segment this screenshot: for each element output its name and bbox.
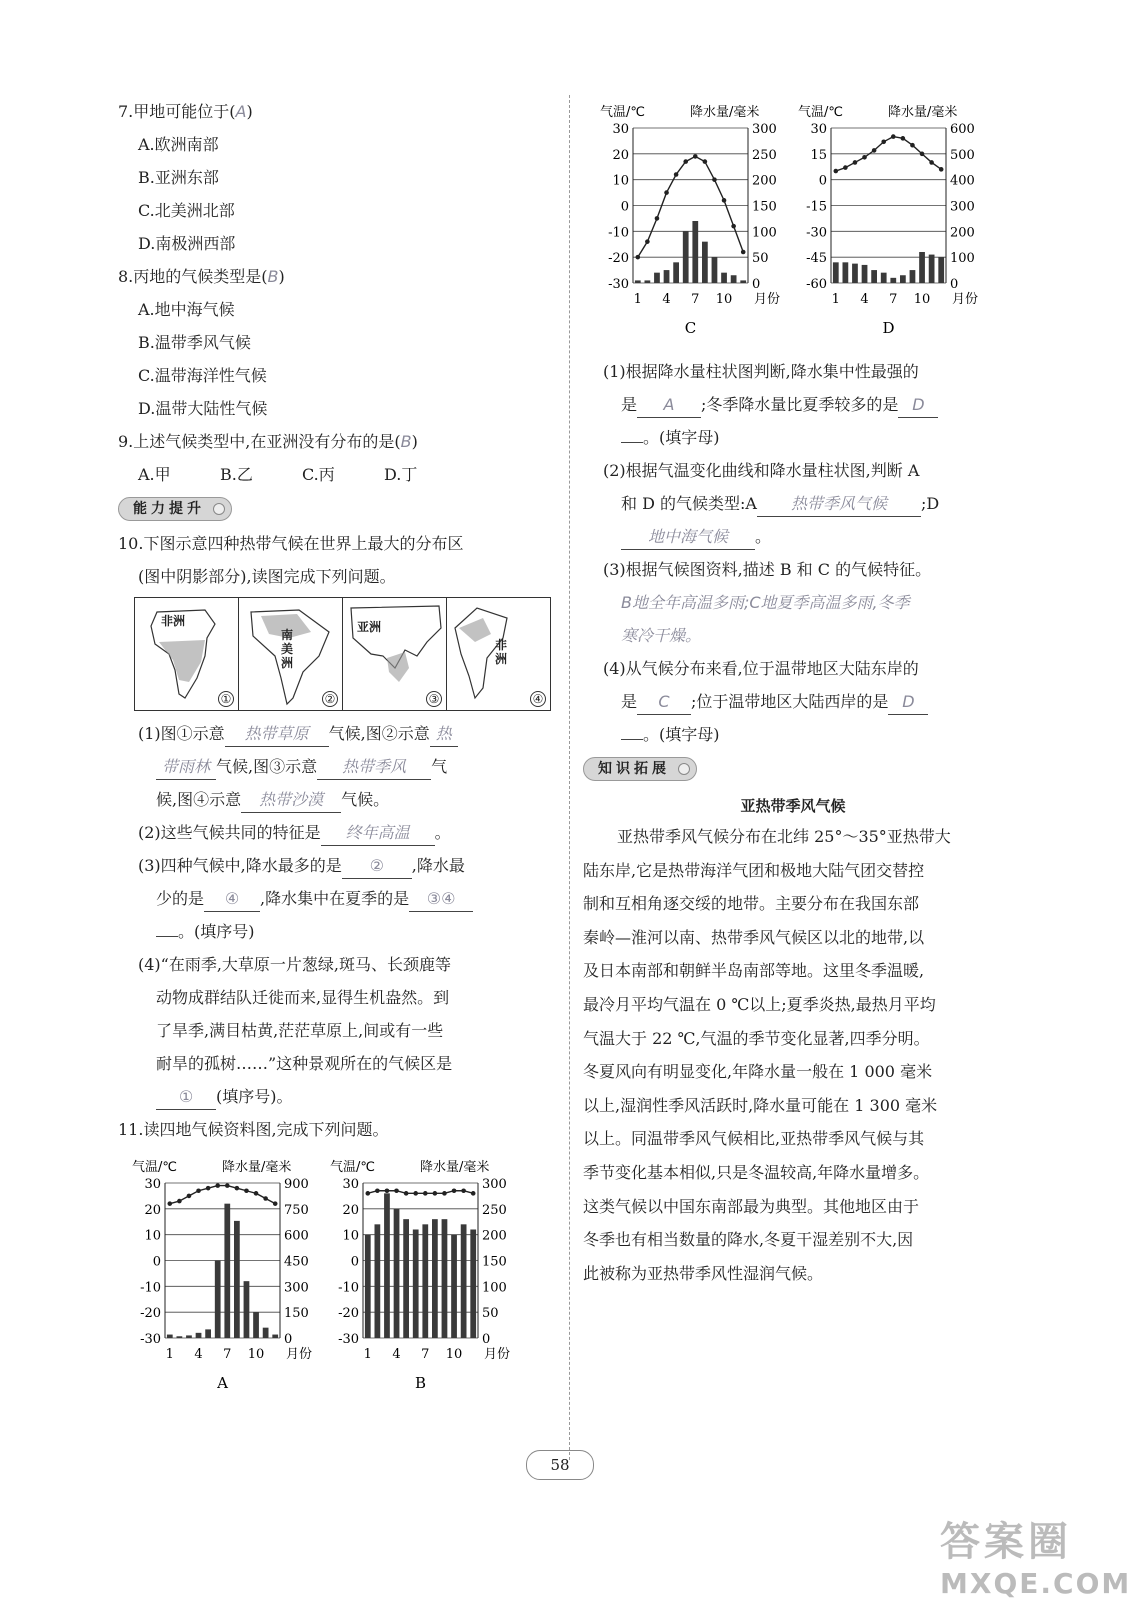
- precip-bar: [871, 270, 877, 283]
- precip-bar: [645, 280, 651, 283]
- article-line: 冬夏风向有明显变化,年降水量一般在 1 000 毫米: [583, 1062, 933, 1082]
- map-4-number: ④: [530, 691, 546, 707]
- sub3-line1: (3)根据气候图资料,描述 B 和 C 的气候特征。: [603, 560, 932, 579]
- precip-bar: [394, 1209, 400, 1338]
- article-line: 气温大于 22 ℃,气温的季节变化显著,四季分明。: [583, 1028, 930, 1048]
- month-tick-label: 4: [392, 1347, 401, 1362]
- q10-part3-line3: 。(填序号): [118, 915, 558, 948]
- sub4-line2: 是 C ;位于温带地区大陆西岸的是 D: [583, 685, 1003, 718]
- article-line: 这类气候以中国东南部最为典型。其他地区由于: [583, 1196, 920, 1216]
- month-unit-label: 月份: [484, 1347, 511, 1362]
- q10-part1-line1: (1)图①示意 热带草原 气候,图②示意 热: [118, 717, 558, 750]
- month-tick-label: 4: [662, 292, 671, 307]
- q10-part1-line2: 带雨林 气候,图③示意 热带季风 气: [118, 750, 558, 783]
- sub2-line3: 地中海气候 。: [583, 520, 1003, 553]
- temp-point: [365, 1191, 370, 1196]
- temp-point: [215, 1183, 220, 1188]
- temp-curve: [170, 1186, 275, 1204]
- article-line: 季节变化基本相似,只是冬温较高,年降水量增多。: [583, 1162, 930, 1182]
- knowledge-badge: 知识拓展: [583, 751, 1003, 787]
- precip-bar: [196, 1333, 202, 1338]
- precip-bar: [910, 270, 916, 283]
- temp-point: [375, 1188, 380, 1193]
- temp-tick-label: -30: [806, 225, 827, 241]
- map-3: [343, 598, 447, 710]
- precip-bar: [384, 1193, 390, 1338]
- precip-bar: [186, 1335, 192, 1338]
- q9-option-c: C.丙: [302, 465, 335, 484]
- precip-bar: [683, 231, 689, 283]
- chart-caption: C: [684, 319, 697, 337]
- precip-tick-label: 600: [950, 122, 975, 137]
- temp-point: [703, 159, 708, 164]
- q9-option-b: B.乙: [220, 465, 253, 484]
- article-line: 此被称为亚热带季风性湿润气候。: [583, 1263, 824, 1283]
- sub1-line3: 。(填字母): [583, 421, 1003, 454]
- q7-stem: 7.甲地可能位于(A): [118, 102, 253, 121]
- precip-tick-label: 250: [482, 1202, 507, 1218]
- temp-point: [225, 1183, 230, 1188]
- article-line: 制和互相角逐交绥的地带。主要分布在我国东部: [583, 894, 920, 914]
- month-unit-label: 月份: [754, 292, 781, 307]
- precip-tick-label: 250: [752, 147, 777, 163]
- map-4: [447, 598, 550, 710]
- q10-stem-1: 10.下图示意四种热带气候在世界上最大的分布区: [118, 534, 464, 553]
- precip-tick-label: 600: [284, 1228, 309, 1244]
- temp-tick-label: 0: [152, 1254, 161, 1270]
- precip-bar: [900, 275, 906, 283]
- precip-tick-label: 0: [950, 277, 959, 292]
- precip-tick-label: 0: [284, 1332, 293, 1347]
- precip-bar: [721, 273, 727, 283]
- temp-tick-label: -15: [806, 199, 827, 215]
- precip-bar: [403, 1219, 409, 1338]
- temp-point: [683, 159, 688, 164]
- precip-bar: [442, 1219, 448, 1338]
- precip-bar: [881, 273, 887, 283]
- precip-tick-label: 200: [752, 173, 777, 189]
- q9-option-d: D.丁: [384, 465, 418, 484]
- temp-tick-label: 20: [144, 1202, 161, 1218]
- q10-stem-2: (图中阴影部分),读图完成下列问题。: [138, 567, 396, 586]
- temp-point: [929, 160, 934, 165]
- temp-curve: [368, 1191, 473, 1194]
- right-column: [583, 355, 1003, 1290]
- precip-bar: [890, 278, 896, 283]
- precip-bar: [365, 1235, 371, 1338]
- q7-option-a: A.欧洲南部: [138, 135, 219, 154]
- precip-tick-label: 400: [950, 173, 975, 189]
- precip-bar: [244, 1281, 250, 1338]
- month-tick-label: 1: [831, 292, 840, 307]
- precip-tick-label: 300: [752, 122, 777, 137]
- climate-maps: [134, 597, 551, 711]
- temp-point: [235, 1186, 240, 1191]
- temp-point: [167, 1201, 172, 1206]
- precip-bar: [862, 265, 868, 283]
- temp-tick-label: 10: [144, 1228, 161, 1244]
- precip-bar: [422, 1224, 428, 1338]
- temp-point: [910, 143, 915, 148]
- precip-bar: [843, 262, 849, 283]
- precip-bar: [177, 1336, 183, 1338]
- month-tick-label: 7: [691, 292, 700, 307]
- month-tick-label: 4: [194, 1347, 203, 1362]
- column-divider: [569, 95, 570, 1460]
- temp-axis-title: 气温/℃: [600, 105, 645, 120]
- precip-bar: [253, 1312, 259, 1338]
- temp-axis-title: 气温/℃: [132, 1160, 177, 1175]
- precip-axis-title: 降水量/毫米: [420, 1160, 490, 1175]
- month-tick-label: 1: [633, 292, 642, 307]
- q10-part2: (2)这些气候共同的特征是 终年高温 。: [118, 816, 558, 849]
- precip-axis-title: 降水量/毫米: [690, 105, 760, 120]
- precip-axis-title: 降水量/毫米: [222, 1160, 292, 1175]
- temp-tick-label: -30: [140, 1332, 161, 1347]
- temp-tick-label: 10: [612, 173, 629, 189]
- page-number: 58: [526, 1450, 594, 1480]
- month-unit-label: 月份: [952, 292, 979, 307]
- precip-tick-label: 450: [284, 1254, 309, 1270]
- q9-option-a: A.甲: [138, 465, 171, 484]
- precip-bar: [702, 242, 708, 283]
- q8-option-c: C.温带海洋性气候: [138, 366, 267, 385]
- temp-point: [177, 1199, 182, 1204]
- precip-bar: [740, 280, 746, 283]
- sub4-line3: 。(填字母): [583, 718, 1003, 751]
- precip-bar: [470, 1230, 476, 1339]
- left-column: [118, 95, 558, 1146]
- q8-stem: 8.丙地的气候类型是(B): [118, 267, 285, 286]
- article-title: 亚热带季风气候: [740, 797, 846, 815]
- precip-bar: [451, 1235, 457, 1338]
- q8-option-b: B.温带季风气候: [138, 333, 251, 352]
- temp-tick-label: -30: [608, 277, 629, 292]
- climate-chart-a: [130, 1155, 320, 1399]
- temp-axis-title: 气温/℃: [798, 105, 843, 120]
- month-tick-label: 10: [247, 1347, 265, 1362]
- article-line: 以上,湿润性季风活跃时,降水量可能在 1 300 毫米: [583, 1095, 938, 1115]
- temp-point: [433, 1191, 438, 1196]
- q7-option-b: B.亚洲东部: [138, 168, 219, 187]
- sub3-answer-2: 寒冷干燥。: [621, 626, 702, 645]
- precip-bar: [263, 1328, 269, 1338]
- temp-point: [385, 1188, 390, 1193]
- q10-part4-line2: 动物成群结队迁徙而来,显得生机盎然。到: [156, 988, 450, 1007]
- article-line: 最冷月平均气温在 0 ℃以上;夏季炎热,最热月平均: [583, 994, 936, 1014]
- temp-tick-label: -60: [806, 277, 827, 292]
- temp-point: [461, 1188, 466, 1193]
- temp-point: [853, 160, 858, 165]
- climate-chart-b: [328, 1155, 518, 1399]
- sub4-line1: (4)从气候分布来看,位于温带地区大陆东岸的: [603, 659, 919, 678]
- temp-point: [404, 1191, 409, 1196]
- map-3-number: ③: [426, 691, 442, 707]
- temp-point: [471, 1191, 476, 1196]
- precip-bar: [635, 280, 641, 283]
- temp-tick-label: 30: [810, 122, 827, 137]
- temp-tick-label: -30: [338, 1332, 359, 1347]
- climate-chart-svg: [598, 100, 788, 340]
- month-tick-label: 10: [445, 1347, 463, 1362]
- map-2-number: ②: [322, 691, 338, 707]
- q9-stem: 9.上述气候类型中,在亚洲没有分布的是(B): [118, 432, 418, 451]
- precip-bar: [673, 262, 679, 283]
- precip-bar: [432, 1219, 438, 1338]
- precip-bar: [731, 275, 737, 283]
- chart-caption: B: [414, 1374, 427, 1392]
- precip-tick-label: 300: [950, 199, 975, 215]
- q10-part3-line2: 少的是 ④ ,降水集中在夏季的是 ③④: [118, 882, 558, 915]
- article-line: 及日本南部和朝鲜半岛南部等地。这里冬季温暖,: [583, 961, 925, 981]
- temp-tick-label: -10: [140, 1280, 161, 1296]
- precip-bar: [205, 1329, 211, 1338]
- precip-tick-label: 100: [752, 225, 777, 241]
- q10-part1-line3: 候,图④示意 热带沙漠 气候。: [118, 783, 558, 816]
- article-line: 秦岭—淮河以南、热带季风气候区以北的地带,以: [583, 927, 925, 947]
- precip-axis-title: 降水量/毫米: [888, 105, 958, 120]
- temp-axis-title: 气温/℃: [330, 1160, 375, 1175]
- precip-bar: [833, 262, 839, 283]
- sub1-line1: (1)根据降水量柱状图判断,降水集中性最强的: [603, 362, 919, 381]
- temp-point: [645, 239, 650, 244]
- q7-option-c: C.北美洲北部: [138, 201, 235, 220]
- temp-point: [394, 1188, 399, 1193]
- precip-tick-label: 900: [284, 1177, 309, 1192]
- article-line: 冬季也有相当数量的降水,冬夏干湿差别不大,因: [583, 1230, 914, 1250]
- q8-option-d: D.温带大陆性气候: [138, 399, 268, 418]
- temp-point: [722, 198, 727, 203]
- temp-tick-label: 20: [612, 147, 629, 163]
- q9-options: [118, 458, 558, 491]
- precip-bar: [654, 273, 660, 283]
- precip-tick-label: 150: [482, 1254, 507, 1270]
- temp-tick-label: 0: [818, 173, 827, 189]
- temp-point: [872, 148, 877, 153]
- precip-bar: [664, 270, 670, 283]
- article-body: [583, 820, 1003, 1290]
- watermark-logo: 答案圈 MXQE.COM: [940, 1519, 1132, 1600]
- month-tick-label: 1: [165, 1347, 174, 1362]
- temp-tick-label: 30: [144, 1177, 161, 1192]
- month-tick-label: 7: [223, 1347, 232, 1362]
- temp-point: [674, 172, 679, 177]
- map-2: [239, 598, 343, 710]
- precip-bar: [272, 1335, 278, 1338]
- temp-point: [655, 216, 660, 221]
- article-line: 陆东岸,它是热带海洋气团和极地大陆气团交替控: [583, 860, 925, 880]
- temp-point: [731, 224, 736, 229]
- q10-part4-line3: 了旱季,满目枯黄,茫茫草原上,间或有一些: [156, 1021, 444, 1040]
- q10-part4-line4: 耐旱的孤树……”这种景观所在的气候区是: [156, 1054, 453, 1073]
- temp-tick-label: 30: [342, 1177, 359, 1192]
- precip-bar: [234, 1221, 240, 1338]
- temp-point: [263, 1196, 268, 1201]
- precip-tick-label: 150: [752, 199, 777, 215]
- temp-point: [901, 136, 906, 141]
- temp-curve: [638, 156, 743, 257]
- sub1-line2: 是 A ;冬季降水量比夏季较多的是 D: [583, 388, 1003, 421]
- precip-tick-label: 0: [482, 1332, 491, 1347]
- temp-tick-label: 0: [620, 199, 629, 215]
- temp-point: [833, 169, 838, 174]
- temp-point: [452, 1188, 457, 1193]
- map-1-number: ①: [218, 691, 234, 707]
- temp-point: [664, 190, 669, 195]
- temp-tick-label: -20: [140, 1306, 161, 1322]
- map-3-label: 亚洲: [357, 620, 382, 634]
- precip-bar: [413, 1230, 419, 1339]
- temp-point: [273, 1201, 278, 1206]
- temp-point: [187, 1194, 192, 1199]
- precip-tick-label: 200: [950, 225, 975, 241]
- temp-point: [423, 1191, 428, 1196]
- temp-tick-label: -10: [338, 1280, 359, 1296]
- temp-point: [712, 177, 717, 182]
- precip-bar: [375, 1224, 381, 1338]
- climate-chart-c: [598, 100, 788, 344]
- temp-point: [254, 1191, 259, 1196]
- q10-part4-line1: (4)“在雨季,大草原一片葱绿,斑马、长颈鹿等: [138, 955, 452, 974]
- map-2-label: 南美洲: [281, 628, 294, 670]
- sub3-answer-1: B地全年高温多雨;C地夏季高温多雨,冬季: [621, 593, 910, 612]
- month-tick-label: 7: [421, 1347, 430, 1362]
- precip-tick-label: 200: [482, 1228, 507, 1244]
- temp-tick-label: -10: [608, 225, 629, 241]
- temp-point: [206, 1186, 211, 1191]
- temp-point: [693, 154, 698, 159]
- temp-point: [891, 134, 896, 139]
- precip-tick-label: 100: [482, 1280, 507, 1296]
- precip-tick-label: 100: [950, 251, 975, 267]
- temp-tick-label: 10: [342, 1228, 359, 1244]
- precip-bar: [929, 255, 935, 283]
- map-1: [135, 598, 239, 710]
- ability-badge: 能力提升: [118, 491, 558, 527]
- temp-tick-label: -20: [608, 251, 629, 267]
- precip-bar: [215, 1261, 221, 1339]
- precip-tick-label: 500: [950, 147, 975, 163]
- q10-part3-line1: (3)四种气候中,降水最多的是 ② ,降水最: [118, 849, 558, 882]
- month-unit-label: 月份: [286, 1347, 313, 1362]
- temp-point: [635, 255, 640, 260]
- precip-tick-label: 50: [752, 251, 769, 267]
- precip-tick-label: 150: [284, 1306, 309, 1322]
- temp-point: [741, 250, 746, 255]
- month-tick-label: 1: [363, 1347, 372, 1362]
- temp-tick-label: -45: [806, 251, 827, 267]
- precip-bar: [224, 1204, 230, 1338]
- climate-chart-svg: [328, 1155, 518, 1395]
- precip-bar: [692, 221, 698, 283]
- map-4-label: 非洲: [495, 638, 508, 666]
- temp-point: [881, 139, 886, 144]
- precip-tick-label: 300: [482, 1177, 507, 1192]
- temp-point: [862, 155, 867, 160]
- sub2-line2: 和 D 的气候类型:A 热带季风气候 ;D: [583, 487, 1003, 520]
- q10-part4-line5: ① (填序号)。: [118, 1080, 558, 1113]
- climate-chart-svg: [130, 1155, 320, 1395]
- precip-tick-label: 300: [284, 1280, 309, 1296]
- month-tick-label: 4: [860, 292, 869, 307]
- temp-tick-label: 0: [350, 1254, 359, 1270]
- article-line: 以上。同温带季风气候相比,亚热带季风气候与其: [583, 1129, 925, 1149]
- month-tick-label: 10: [913, 292, 931, 307]
- temp-point: [939, 167, 944, 172]
- month-tick-label: 7: [889, 292, 898, 307]
- precip-bar: [712, 257, 718, 283]
- chart-caption: D: [882, 319, 895, 337]
- q7-option-d: D.南极洲西部: [138, 234, 236, 253]
- q8-option-a: A.地中海气候: [138, 300, 235, 319]
- month-tick-label: 10: [715, 292, 733, 307]
- temp-point: [442, 1191, 447, 1196]
- precip-tick-label: 750: [284, 1202, 309, 1218]
- precip-bar: [919, 252, 925, 283]
- map-1-label: 非洲: [161, 614, 186, 628]
- temp-tick-label: 15: [810, 147, 827, 163]
- sub2-line1: (2)根据气温变化曲线和降水量柱状图,判断 A: [603, 461, 920, 480]
- article-line: 亚热带季风气候分布在北纬 25°～35°亚热带大: [617, 827, 951, 846]
- precip-bar: [167, 1335, 173, 1338]
- temp-point: [843, 165, 848, 170]
- precip-bar: [852, 264, 858, 283]
- temp-tick-label: 30: [612, 122, 629, 137]
- temp-tick-label: 20: [342, 1202, 359, 1218]
- temp-point: [244, 1188, 249, 1193]
- temp-point: [413, 1191, 418, 1196]
- precip-bar: [461, 1224, 467, 1338]
- precip-bar: [938, 257, 944, 283]
- temp-point: [196, 1188, 201, 1193]
- climate-chart-d: [796, 100, 986, 344]
- temp-tick-label: -20: [338, 1306, 359, 1322]
- chart-caption: A: [217, 1374, 228, 1392]
- temp-point: [920, 152, 925, 157]
- precip-tick-label: 50: [482, 1306, 499, 1322]
- precip-tick-label: 0: [752, 277, 761, 292]
- q11-stem: 11.读四地气候资料图,完成下列问题。: [118, 1120, 389, 1139]
- climate-chart-svg: [796, 100, 986, 340]
